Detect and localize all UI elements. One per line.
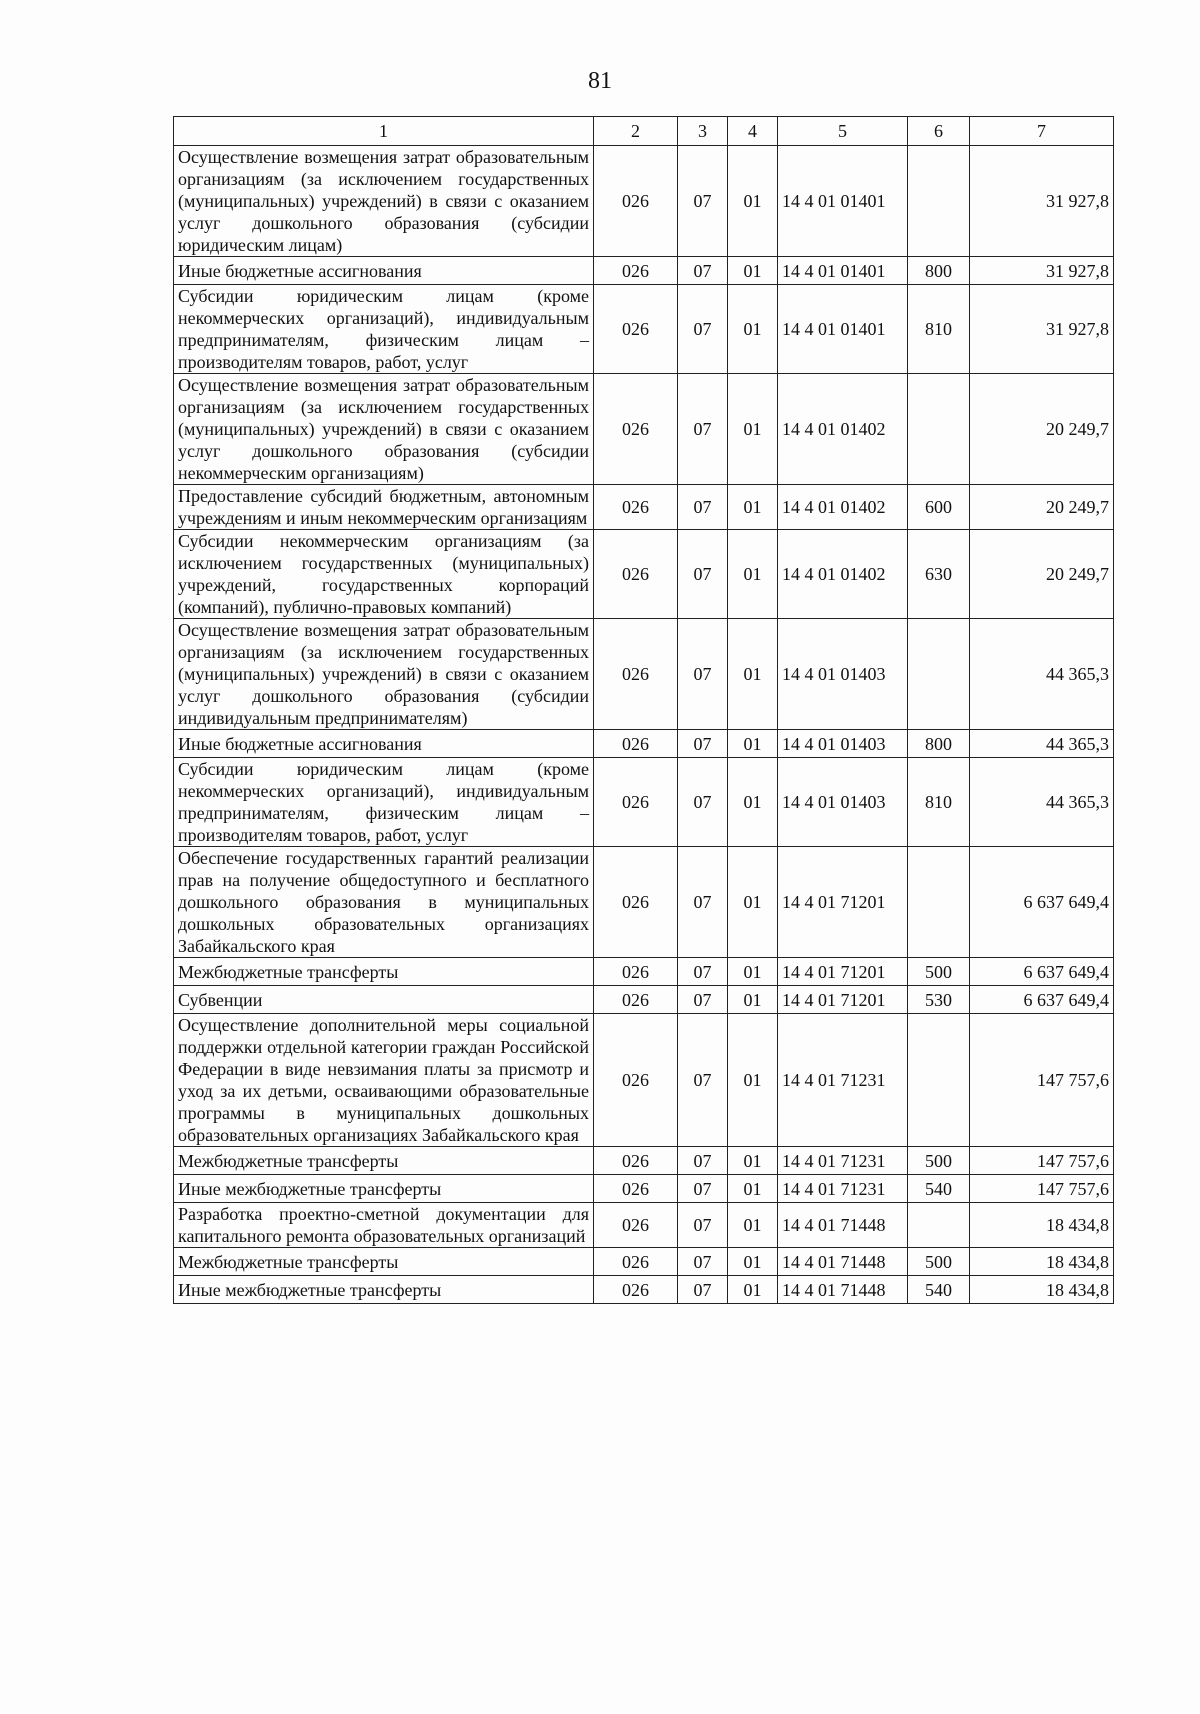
budget-table — [173, 116, 1114, 1304]
row-amount: 44 365,3 — [970, 758, 1114, 847]
row-gr-code: 026 — [594, 146, 678, 257]
table-row — [174, 730, 1114, 758]
row-amount: 31 927,8 — [970, 257, 1114, 285]
row-amount: 147 757,6 — [970, 1014, 1114, 1147]
row-name: Субвенции — [174, 986, 594, 1014]
row-subsection: 01 — [728, 619, 778, 730]
row-gr-code: 026 — [594, 285, 678, 374]
row-name: Осуществление возмещения затрат образовательным организациям (за исключением государственных (муниципальных) учреждений) в связи с оказанием услуг дошкольного образования (субсидии юридическим лицам) — [174, 146, 594, 257]
row-gr-code: 026 — [594, 847, 678, 958]
row-target-article: 14 4 01 71201 — [778, 958, 908, 986]
table-row — [174, 619, 1114, 730]
row-section: 07 — [678, 986, 728, 1014]
row-section: 07 — [678, 847, 728, 958]
row-subsection: 01 — [728, 530, 778, 619]
row-name: Субсидии юридическим лицам (кроме некоммерческих организаций), индивидуальным предпринимателям, физическим лицам – производителям товаров, работ, услуг — [174, 285, 594, 374]
table-row — [174, 1175, 1114, 1203]
row-gr-code: 026 — [594, 1014, 678, 1147]
row-expense-type: 630 — [908, 530, 970, 619]
row-gr-code: 026 — [594, 730, 678, 758]
table-row — [174, 847, 1114, 958]
row-subsection: 01 — [728, 1014, 778, 1147]
row-subsection: 01 — [728, 146, 778, 257]
row-section: 07 — [678, 1276, 728, 1304]
row-name: Предоставление субсидий бюджетным, автономным учреждениям и иным некоммерческим организациям — [174, 485, 594, 530]
row-section: 07 — [678, 285, 728, 374]
row-gr-code: 026 — [594, 758, 678, 847]
column-header: 4 — [728, 117, 778, 146]
table-row — [174, 758, 1114, 847]
row-subsection: 01 — [728, 730, 778, 758]
row-amount: 6 637 649,4 — [970, 986, 1114, 1014]
row-name: Межбюджетные трансферты — [174, 1248, 594, 1276]
row-target-article: 14 4 01 01403 — [778, 758, 908, 847]
row-name: Иные бюджетные ассигнования — [174, 730, 594, 758]
row-name: Межбюджетные трансферты — [174, 1147, 594, 1175]
row-target-article: 14 4 01 71231 — [778, 1014, 908, 1147]
row-gr-code: 026 — [594, 1147, 678, 1175]
column-header: 6 — [908, 117, 970, 146]
column-header: 7 — [970, 117, 1114, 146]
row-amount: 20 249,7 — [970, 485, 1114, 530]
row-amount: 147 757,6 — [970, 1175, 1114, 1203]
row-name: Иные бюджетные ассигнования — [174, 257, 594, 285]
row-name: Осуществление дополнительной меры социальной поддержки отдельной категории граждан Российской Федерации в виде невзимания платы за присмотр и уход за их детьми, осваивающими образовательные программы в муниципальных дошкольных образовательных организациях Забайкальского края — [174, 1014, 594, 1147]
row-section: 07 — [678, 1175, 728, 1203]
row-amount: 44 365,3 — [970, 730, 1114, 758]
table-row — [174, 1203, 1114, 1248]
row-amount: 6 637 649,4 — [970, 958, 1114, 986]
row-target-article: 14 4 01 01402 — [778, 530, 908, 619]
row-name: Межбюджетные трансферты — [174, 958, 594, 986]
row-expense-type: 500 — [908, 1147, 970, 1175]
row-name: Иные межбюджетные трансферты — [174, 1276, 594, 1304]
row-target-article: 14 4 01 01402 — [778, 374, 908, 485]
table-row — [174, 485, 1114, 530]
row-expense-type — [908, 146, 970, 257]
row-section: 07 — [678, 530, 728, 619]
row-target-article: 14 4 01 71448 — [778, 1276, 908, 1304]
row-amount: 147 757,6 — [970, 1147, 1114, 1175]
row-expense-type: 810 — [908, 285, 970, 374]
row-gr-code: 026 — [594, 1248, 678, 1276]
row-expense-type: 540 — [908, 1175, 970, 1203]
row-expense-type: 540 — [908, 1276, 970, 1304]
table-row — [174, 146, 1114, 257]
row-amount: 18 434,8 — [970, 1248, 1114, 1276]
row-amount: 44 365,3 — [970, 619, 1114, 730]
row-gr-code: 026 — [594, 1203, 678, 1248]
row-amount: 20 249,7 — [970, 374, 1114, 485]
row-subsection: 01 — [728, 1203, 778, 1248]
row-expense-type — [908, 847, 970, 958]
row-gr-code: 026 — [594, 257, 678, 285]
row-gr-code: 026 — [594, 619, 678, 730]
row-target-article: 14 4 01 71231 — [778, 1147, 908, 1175]
table-row — [174, 1014, 1114, 1147]
row-section: 07 — [678, 146, 728, 257]
row-subsection: 01 — [728, 847, 778, 958]
row-target-article: 14 4 01 71201 — [778, 847, 908, 958]
row-name: Субсидии некоммерческим организациям (за исключением государственных (муниципальных) учреждений, государственных корпораций (компаний), публично-правовых компаний) — [174, 530, 594, 619]
row-target-article: 14 4 01 01401 — [778, 257, 908, 285]
row-subsection: 01 — [728, 1175, 778, 1203]
row-name: Осуществление возмещения затрат образовательным организациям (за исключением государственных (муниципальных) учреждений) в связи с оказанием услуг дошкольного образования (субсидии некоммерческим организациям) — [174, 374, 594, 485]
row-target-article: 14 4 01 01403 — [778, 619, 908, 730]
row-section: 07 — [678, 485, 728, 530]
row-gr-code: 026 — [594, 1175, 678, 1203]
row-subsection: 01 — [728, 1147, 778, 1175]
table-row — [174, 1248, 1114, 1276]
row-subsection: 01 — [728, 986, 778, 1014]
row-target-article: 14 4 01 71448 — [778, 1203, 908, 1248]
row-section: 07 — [678, 758, 728, 847]
row-expense-type: 600 — [908, 485, 970, 530]
row-expense-type — [908, 374, 970, 485]
row-subsection: 01 — [728, 958, 778, 986]
header-row — [174, 117, 1114, 146]
row-section: 07 — [678, 958, 728, 986]
row-section: 07 — [678, 1147, 728, 1175]
row-amount: 31 927,8 — [970, 146, 1114, 257]
row-subsection: 01 — [728, 285, 778, 374]
row-target-article: 14 4 01 71448 — [778, 1248, 908, 1276]
table-row — [174, 958, 1114, 986]
row-expense-type: 800 — [908, 730, 970, 758]
row-gr-code: 026 — [594, 530, 678, 619]
row-amount: 18 434,8 — [970, 1276, 1114, 1304]
column-header: 3 — [678, 117, 728, 146]
row-section: 07 — [678, 1014, 728, 1147]
row-gr-code: 026 — [594, 374, 678, 485]
row-name: Обеспечение государственных гарантий реализации прав на получение общедоступного и бесплатного дошкольного образования в муниципальных дошкольных образовательных организациях Забайкальского края — [174, 847, 594, 958]
table-row — [174, 285, 1114, 374]
row-target-article: 14 4 01 01403 — [778, 730, 908, 758]
row-expense-type — [908, 619, 970, 730]
row-subsection: 01 — [728, 1276, 778, 1304]
row-target-article: 14 4 01 71201 — [778, 986, 908, 1014]
row-amount: 18 434,8 — [970, 1203, 1114, 1248]
row-expense-type: 530 — [908, 986, 970, 1014]
row-name: Разработка проектно-сметной документации для капитального ремонта образовательных организаций — [174, 1203, 594, 1248]
row-expense-type — [908, 1014, 970, 1147]
row-expense-type: 800 — [908, 257, 970, 285]
table-row — [174, 374, 1114, 485]
table-row — [174, 986, 1114, 1014]
row-amount: 20 249,7 — [970, 530, 1114, 619]
row-section: 07 — [678, 1248, 728, 1276]
column-header: 5 — [778, 117, 908, 146]
row-expense-type: 810 — [908, 758, 970, 847]
row-gr-code: 026 — [594, 485, 678, 530]
row-name: Субсидии юридическим лицам (кроме некоммерческих организаций), индивидуальным предпринимателям, физическим лицам – производителям товаров, работ, услуг — [174, 758, 594, 847]
row-amount: 6 637 649,4 — [970, 847, 1114, 958]
row-expense-type: 500 — [908, 958, 970, 986]
row-target-article: 14 4 01 71231 — [778, 1175, 908, 1203]
row-section: 07 — [678, 257, 728, 285]
row-amount: 31 927,8 — [970, 285, 1114, 374]
row-subsection: 01 — [728, 758, 778, 847]
row-subsection: 01 — [728, 485, 778, 530]
row-section: 07 — [678, 730, 728, 758]
row-gr-code: 026 — [594, 958, 678, 986]
row-target-article: 14 4 01 01402 — [778, 485, 908, 530]
row-section: 07 — [678, 619, 728, 730]
table-row — [174, 257, 1114, 285]
row-subsection: 01 — [728, 257, 778, 285]
table-row — [174, 1276, 1114, 1304]
row-name: Осуществление возмещения затрат образовательным организациям (за исключением государственных (муниципальных) учреждений) в связи с оказанием услуг дошкольного образования (субсидии индивидуальным предпринимателям) — [174, 619, 594, 730]
row-gr-code: 026 — [594, 1276, 678, 1304]
column-header: 2 — [594, 117, 678, 146]
column-header: 1 — [174, 117, 594, 146]
row-section: 07 — [678, 1203, 728, 1248]
row-expense-type — [908, 1203, 970, 1248]
row-target-article: 14 4 01 01401 — [778, 146, 908, 257]
row-gr-code: 026 — [594, 986, 678, 1014]
table-row — [174, 1147, 1114, 1175]
row-subsection: 01 — [728, 374, 778, 485]
row-expense-type: 500 — [908, 1248, 970, 1276]
table-row — [174, 530, 1114, 619]
page-number: 81 — [588, 68, 612, 94]
row-section: 07 — [678, 374, 728, 485]
row-target-article: 14 4 01 01401 — [778, 285, 908, 374]
row-subsection: 01 — [728, 1248, 778, 1276]
row-name: Иные межбюджетные трансферты — [174, 1175, 594, 1203]
